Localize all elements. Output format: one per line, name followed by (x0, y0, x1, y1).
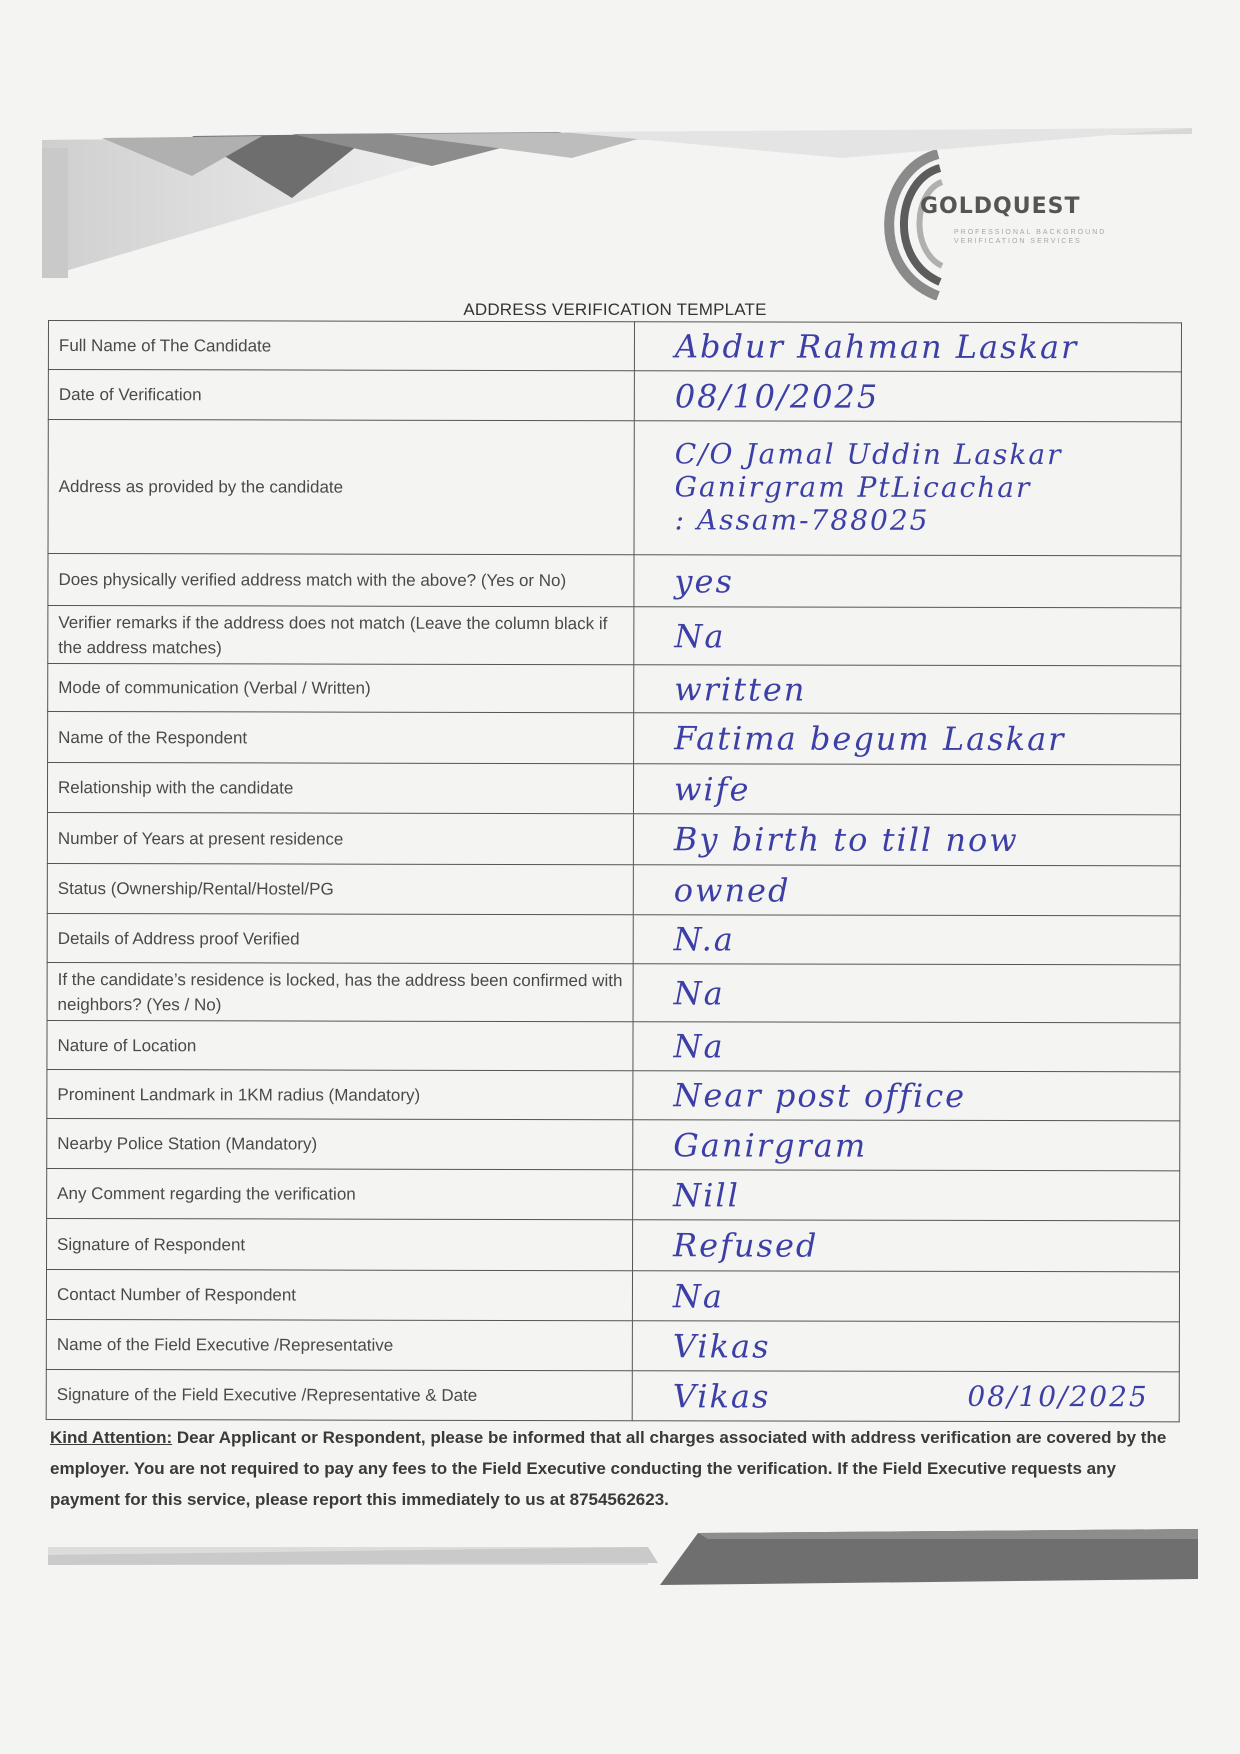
form-row (47, 763, 1180, 815)
signature-value (632, 1371, 1179, 1422)
form-row (48, 712, 1181, 765)
form-row (47, 1168, 1180, 1220)
footer-banner (48, 1525, 1198, 1595)
verification-form-table (46, 320, 1182, 1422)
payment-notice (50, 1422, 1182, 1515)
row-value: Na (634, 607, 1181, 666)
form-row (48, 321, 1181, 372)
executive-signature: Vikas (672, 1376, 771, 1416)
row-value: Fatima begum Laskar (634, 713, 1181, 765)
row-label: Full Name of The Candidate (48, 321, 634, 371)
row-value: By birth to till now (633, 814, 1180, 866)
row-value: wife (633, 764, 1180, 815)
row-label: Status (Ownership/Rental/Hostel/PG (47, 863, 633, 914)
row-label: Nature of Location (47, 1020, 633, 1070)
row-label: Signature of the Field Executive /Representative & Date (46, 1369, 632, 1420)
form-row (47, 913, 1180, 964)
row-label: If the candidate’s residence is locked, has the address been confirmed with neighbors? (Yes / No) (47, 962, 633, 1021)
row-label: Name of the Respondent (48, 712, 634, 764)
form-title: ADDRESS VERIFICATION TEMPLATE (463, 300, 767, 319)
row-label: Address as provided by the candidate (48, 420, 634, 555)
signature-date: 08/10/2025 (967, 1379, 1149, 1413)
row-label: Mode of communication (Verbal / Written) (48, 664, 634, 713)
row-value: 08/10/2025 (634, 371, 1181, 422)
row-label: Number of Years at present residence (47, 812, 633, 864)
logo-tagline: PROFESSIONAL BACKGROUND VERIFICATION SERVICES (954, 229, 1107, 245)
row-label: Verifier remarks if the address does not match (Leave the column black if the address matches) (48, 606, 634, 665)
notice-lead: Kind Attention: (50, 1428, 173, 1447)
logo-swoosh-icon (858, 150, 948, 300)
form-row (47, 1069, 1180, 1120)
row-value: Na (632, 1271, 1179, 1322)
form-row (48, 370, 1181, 422)
row-value: Near post office (633, 1071, 1180, 1121)
row-value: Na (633, 964, 1180, 1023)
form-row (47, 863, 1180, 915)
row-label: Any Comment regarding the verification (47, 1168, 633, 1219)
address-line: C/O Jamal Uddin Laskar (674, 437, 1063, 472)
row-value: yes (634, 555, 1181, 608)
row-label: Relationship with the candidate (47, 763, 633, 814)
form-row (46, 1369, 1179, 1421)
form-row (47, 1218, 1180, 1271)
row-value: Ganirgram (633, 1120, 1180, 1171)
address-line: Ganirgram PtLicachar (674, 470, 1032, 505)
row-value: Refused (633, 1220, 1180, 1272)
row-label: Prominent Landmark in 1KM radius (Mandatory) (47, 1069, 633, 1119)
row-label: Name of the Field Executive /Representative (46, 1319, 632, 1370)
form-row (48, 420, 1181, 556)
row-label: Signature of Respondent (47, 1218, 633, 1270)
form-row (48, 554, 1181, 608)
row-label: Does physically verified address match with the above? (Yes or No) (48, 554, 634, 607)
form-row (47, 812, 1180, 865)
form-row (48, 606, 1181, 666)
form-row (47, 962, 1180, 1022)
form-row (47, 1118, 1180, 1170)
row-label: Nearby Police Station (Mandatory) (47, 1118, 633, 1169)
row-value: Nill (633, 1170, 1180, 1221)
row-label: Contact Number of Respondent (46, 1269, 632, 1320)
row-value: Abdur Rahman Laskar (634, 322, 1181, 372)
row-value: written (634, 665, 1181, 714)
row-value: Vikas (632, 1321, 1179, 1372)
address-line: : Assam-788025 (674, 503, 930, 537)
logo-name: GOLDQUEST (920, 194, 1081, 219)
row-value: N.a (633, 915, 1180, 965)
form-row (46, 1319, 1179, 1371)
row-value: owned (633, 865, 1180, 916)
form-row (48, 664, 1181, 714)
row-value: Na (633, 1022, 1180, 1072)
form-row (47, 1020, 1180, 1071)
row-label: Date of Verification (48, 370, 634, 421)
row-label: Details of Address proof Verified (47, 913, 633, 963)
address-value (634, 421, 1181, 556)
notice-text: Dear Applicant or Respondent, please be informed that all charges associated with address verification are covered by the employer. You are not required to pay any fees to the Field Executive conducting the verification. If the Field Executive requests any payment for this service, please report this immediately to us at 8754562623. (50, 1428, 1167, 1509)
company-logo (858, 150, 1188, 300)
form-row (46, 1269, 1179, 1321)
